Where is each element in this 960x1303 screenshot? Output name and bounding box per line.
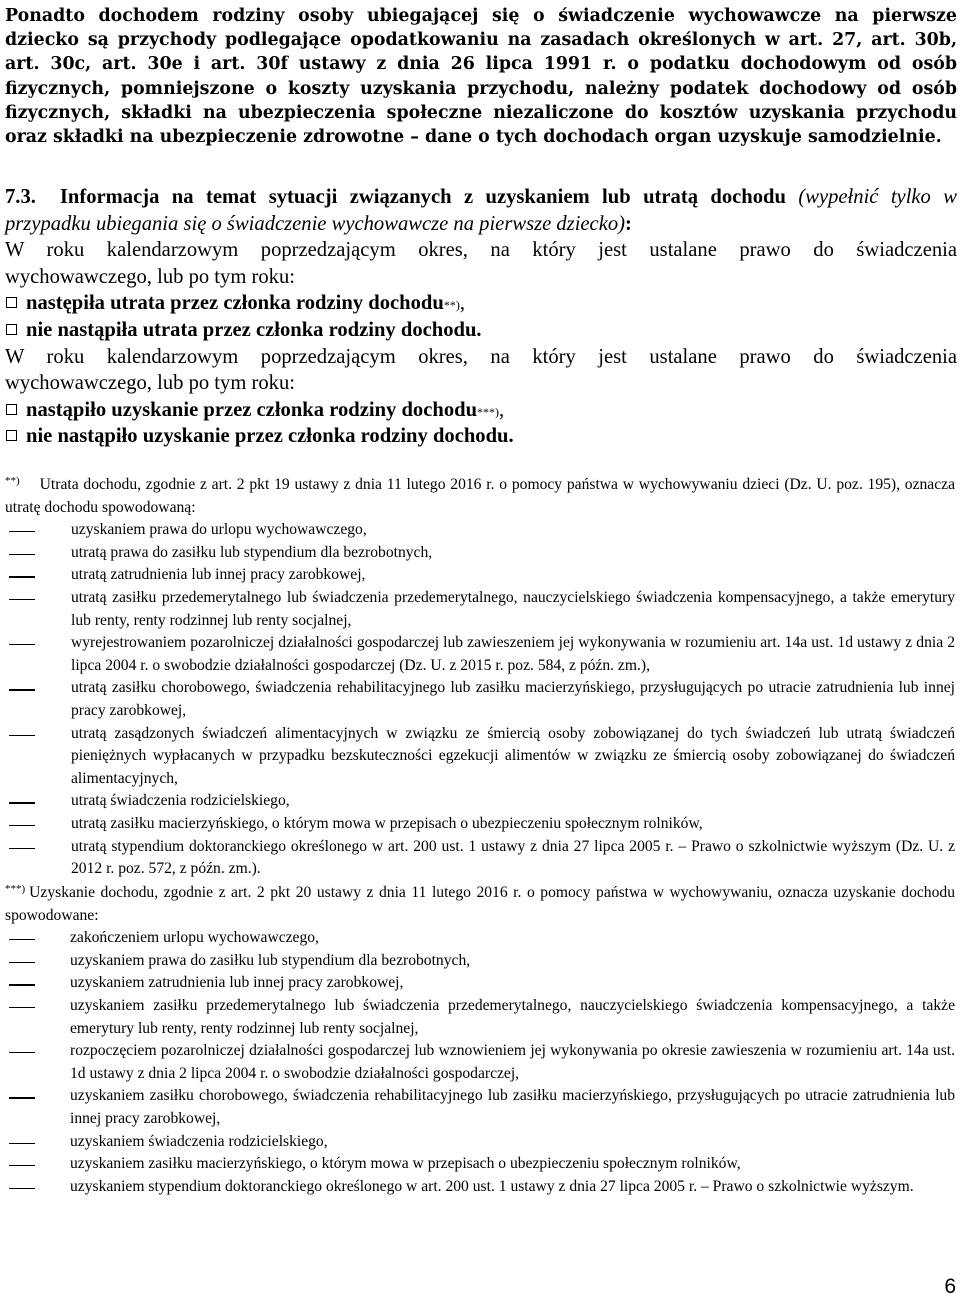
checkbox-icon[interactable] <box>6 404 17 415</box>
footnote-loss-list <box>5 519 955 881</box>
list-item <box>5 519 955 542</box>
list-item <box>5 927 955 950</box>
list-item <box>5 836 955 881</box>
option-comma: , <box>459 292 465 315</box>
option-loss-no-label: nie nastąpiła utrata przez członka rodziny dochodu. <box>26 318 482 341</box>
list-item-text: utratą zasiłku przedemerytalnego lub świadczenia przedemerytalnego, nauczycielskiego świadczenia kompensacyjnego, a także emerytury lub renty, renty rodzinnej lub renty socjalnej, <box>71 588 955 629</box>
option-gain-yes-label: nastąpiło uzyskanie przez członka rodziny dochodu <box>26 398 478 421</box>
list-item-text: utratą świadczenia rodzicielskiego, <box>71 792 290 810</box>
section-title: Informacja na temat sytuacji związanych z uzyskaniem lub utratą dochodu <box>59 186 786 208</box>
footnote-gain-text: Uzyskanie dochodu, zgodnie z art. 2 pkt 20 ustawy z dnia 11 lutego 2016 r. o pomocy państwa w wychowywaniu, oznacza uzyskanie dochodu spowodowane: <box>5 884 955 924</box>
option-loss-yes-label: następiła utrata przez członka rodziny dochodu <box>26 292 444 315</box>
section-number: 7.3. <box>5 186 36 208</box>
para1-line1: W roku kalendarzowym poprzedzającym okres, na który jest ustalane prawo do świadczenia <box>5 239 957 262</box>
list-item <box>5 564 955 587</box>
list-item <box>5 995 955 1040</box>
checkbox-icon[interactable] <box>6 297 17 308</box>
option-loss-yes[interactable]: następiła utrata przez członka rodziny dochodu **) , <box>5 290 957 317</box>
list-item-text: zakończeniem urlopu wychowawczego, <box>70 929 319 947</box>
list-item-text: uzyskaniem zasiłku przedemerytalnego lub świadczenia przedemerytalnego, nauczycielskiego świadczenia kompensacyjnego, a także emerytury lub renty, renty rodzinnej lub renty socjalnej, <box>70 996 955 1037</box>
checkbox-icon[interactable] <box>6 430 17 441</box>
list-item-text: utratą zasiłku macierzyńskiego, o którym mowa w przepisach o ubezpieczeniu społecznym rolników, <box>71 814 703 832</box>
list-item-text: uzyskaniem zatrudnienia lub innej pracy zarobkowej, <box>70 974 404 992</box>
option-gain-no[interactable] <box>5 423 957 450</box>
footnote-gain-head <box>5 882 955 927</box>
footnote-mark: **) <box>5 475 20 487</box>
list-item-text: uzyskaniem prawa do urlopu wychowawczego, <box>71 521 367 539</box>
list-item-text: wyrejestrowaniem pozarolniczej działalności gospodarczej lub zawieszeniem jej wykonywania w rozumieniu art. 14a ust. 1d ustawy z dnia 2 lipca 2004 r. o swobodzie działalności gospodarczej (Dz. U. z 2015 r. poz. 584, z późn. zm.), <box>71 634 955 674</box>
list-item-text: utratą prawa do zasiłku lub stypendium dla bezrobotnych, <box>71 543 433 561</box>
footnote-gain <box>5 882 955 1198</box>
option-gain-yes[interactable]: nastąpiło uzyskanie przez członka rodziny dochodu ***) , <box>5 397 957 424</box>
option-gain-no-label: nie nastąpiło uzyskanie przez członka rodziny dochodu. <box>26 425 514 448</box>
page-number: 6 <box>944 1275 956 1298</box>
list-item-text: rozpoczęciem pozarolniczej działalności gospodarczej lub wznowieniem jej wykonywania po okresie zawieszenia w rozumieniu art. 14a ust. 1d ustawy z dnia 2 lipca 2004 r. o swobodzie działalności gospodarczej, <box>70 1042 955 1082</box>
footnote-loss <box>5 474 955 881</box>
list-item-text: utratą zasądzonych świadczeń alimentacyjnych w związku ze śmiercią osoby zobowiązanej do tych świadczeń lub utratą świadczeń pieniężnych wypłacanych w przypadku bezskuteczności egzekucji alimentów w związku ze śmiercią osoby zobowiązanej do świadczeń alimentacyjnych, <box>71 724 955 787</box>
section-note-colon: : <box>625 212 632 235</box>
footnote-loss-head <box>5 474 955 519</box>
list-item-text: uzyskaniem stypendium doktoranckiego określonego w art. 200 ust. 1 ustawy z dnia 27 lipca 2005 r. – Prawo o szkolnictwie wyższym. <box>70 1177 914 1195</box>
footnote-mark: ***) <box>5 883 26 895</box>
section-heading <box>5 184 957 237</box>
list-item-text: utratą stypendium doktoranckiego określonego w art. 200 ust. 1 ustawy z dnia 27 lipca 2005 r. – Prawo o szkolnictwie wyższym (Dz. U. z 2012 r. poz. 572, z późn. zm.). <box>71 837 955 878</box>
list-item <box>5 542 955 565</box>
checkbox-icon[interactable] <box>6 324 17 335</box>
section-note: (wypełnić tylko w przypadku ubiegania się o świadczenie wychowawcze na pierwsze dziecko) <box>5 186 958 235</box>
section-7-3 <box>5 184 957 450</box>
list-item-text: uzyskaniem zasiłku macierzyńskiego, o którym mowa w przepisach o ubezpieczeniu społecznym rolników, <box>70 1155 741 1173</box>
list-item <box>5 1153 955 1176</box>
list-item <box>5 950 955 973</box>
para1-line2: wychowawczego, lub po tym roku: <box>5 265 295 288</box>
list-item <box>5 1085 955 1130</box>
list-item <box>5 632 955 677</box>
list-item <box>5 1131 955 1154</box>
list-item <box>5 723 955 791</box>
list-item-text: uzyskaniem świadczenia rodzicielskiego, <box>70 1132 328 1150</box>
para2-line1: W roku kalendarzowym poprzedzającym okres, na który jest ustalane prawo do świadczenia <box>5 345 957 368</box>
list-item <box>5 972 955 995</box>
para2-line2: wychowawczego, lub po tym roku: <box>5 372 295 395</box>
option-comma: , <box>499 398 505 421</box>
list-item <box>5 587 955 632</box>
list-item <box>5 1040 955 1085</box>
list-item <box>5 813 955 836</box>
list-item-text: uzyskaniem zasiłku chorobowego, świadczenia rehabilitacyjnego lub zasiłku macierzyńskiego, przysługujących po utracie zatrudnienia lub innej pracy zarobkowej, <box>70 1087 955 1127</box>
list-item-text: utratą zatrudnienia lub innej pracy zarobkowej, <box>71 566 366 584</box>
option-loss-no[interactable] <box>5 317 957 344</box>
footnote-gain-list <box>5 927 955 1198</box>
list-item-text: utratą zasiłku chorobowego, świadczenia rehabilitacyjnego lub zasiłku macierzyńskiego, przysługujących po utracie zatrudnienia lub innej pracy zarobkowej, <box>71 679 955 719</box>
list-item <box>5 1176 955 1199</box>
footnote-loss-text: Utrata dochodu, zgodnie z art. 2 pkt 19 ustawy z dnia 11 lutego 2016 r. o pomocy państwa w wychowywaniu dzieci (Dz. U. poz. 195), oznacza utratę dochodu spowodowaną: <box>5 476 955 516</box>
list-item-text: uzyskaniem prawa do zasiłku lub stypendium dla bezrobotnych, <box>70 951 471 969</box>
list-item <box>5 677 955 722</box>
intro-paragraph: Ponadto dochodem rodziny osoby ubiegającej się o świadczenie wychowawcze na pierwsze dziecko są przychody podlegające opodatkowaniu na zasadach określonych w art. 27, art. 30b, art. 30c, art. 30e i art. 30f ustawy z dnia 26 lipca 1991 r. o podatku dochodowym od osób fizycznych, pomniejszone o koszty uzyskania przychodu, należny podatek dochodowy od osób fizycznych, składki na ubezpieczenia społeczne niezaliczone do kosztów uzyskania przychodu oraz składki na ubezpieczenie zdrowotne – dane o tych dochodach organ uzyskuje samodzielnie. <box>5 6 957 148</box>
list-item <box>5 790 955 813</box>
